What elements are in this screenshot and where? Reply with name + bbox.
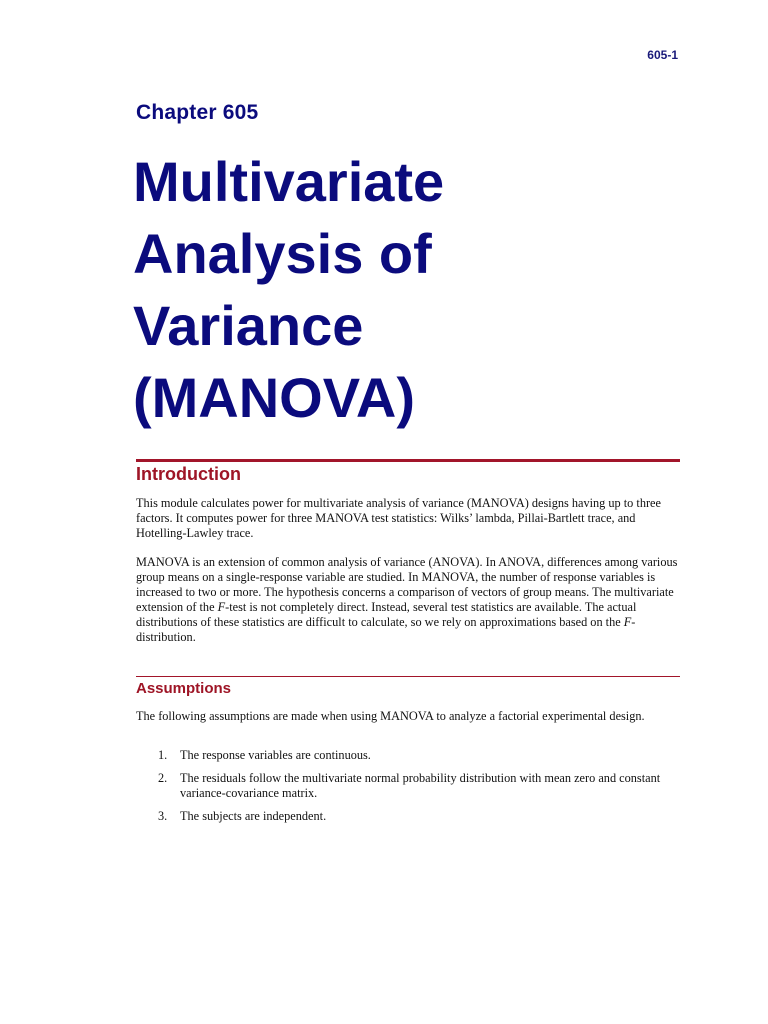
text-run: MANOVA is an extension of common analysis of variance (ANOVA). In ANOVA, differences among various group means on a single-response variable are studied. In MANOVA, the number of response variables is increased to two or more. The hypothesis concerns a comparison of vectors of group means. The multivariate extension of the (136, 555, 678, 614)
list-item-number: 1. (158, 748, 168, 762)
chapter-label: Chapter 605 (136, 101, 259, 124)
title-line: Variance (133, 294, 364, 357)
list-item (136, 771, 684, 801)
assumptions-list (136, 748, 684, 832)
text-run: -test is not completely direct. Instead, several test statistics are available. The actual distributions of these statistics are difficult to calculate, so we rely on approximations based on the (136, 600, 637, 629)
page-number: 605-1 (647, 48, 678, 62)
list-item (136, 748, 684, 763)
introduction-paragraph-2 (136, 555, 684, 645)
list-item-number: 3. (158, 809, 168, 823)
assumptions-intro: The following assumptions are made when using MANOVA to analyze a factorial experimental design. (136, 709, 645, 723)
italic-f: F (623, 615, 632, 629)
page-title (133, 146, 693, 434)
list-item (136, 809, 684, 824)
list-item-text: The residuals follow the multivariate normal probability distribution with mean zero and constant variance-covariance matrix. (180, 771, 661, 800)
section-divider (136, 459, 680, 462)
subsection-divider (136, 676, 680, 677)
introduction-heading: Introduction (136, 464, 241, 484)
list-item-number: 2. (158, 771, 168, 785)
list-item-text: The response variables are continuous. (180, 748, 371, 762)
title-line: Multivariate (133, 150, 445, 213)
text-run: -distribution. (136, 615, 636, 644)
introduction-paragraph-1: This module calculates power for multivariate analysis of variance (MANOVA) designs having up to three factors. It computes power for three MANOVA test statistics: Wilks’ lambda, Pillai-Bartlett trace, and Hotelling-Lawley trace. (136, 496, 661, 540)
italic-f: F (217, 600, 226, 614)
assumptions-heading: Assumptions (136, 680, 232, 697)
title-line: Analysis of (133, 222, 432, 285)
title-line: (MANOVA) (133, 366, 416, 429)
list-item-text: The subjects are independent. (180, 809, 327, 823)
